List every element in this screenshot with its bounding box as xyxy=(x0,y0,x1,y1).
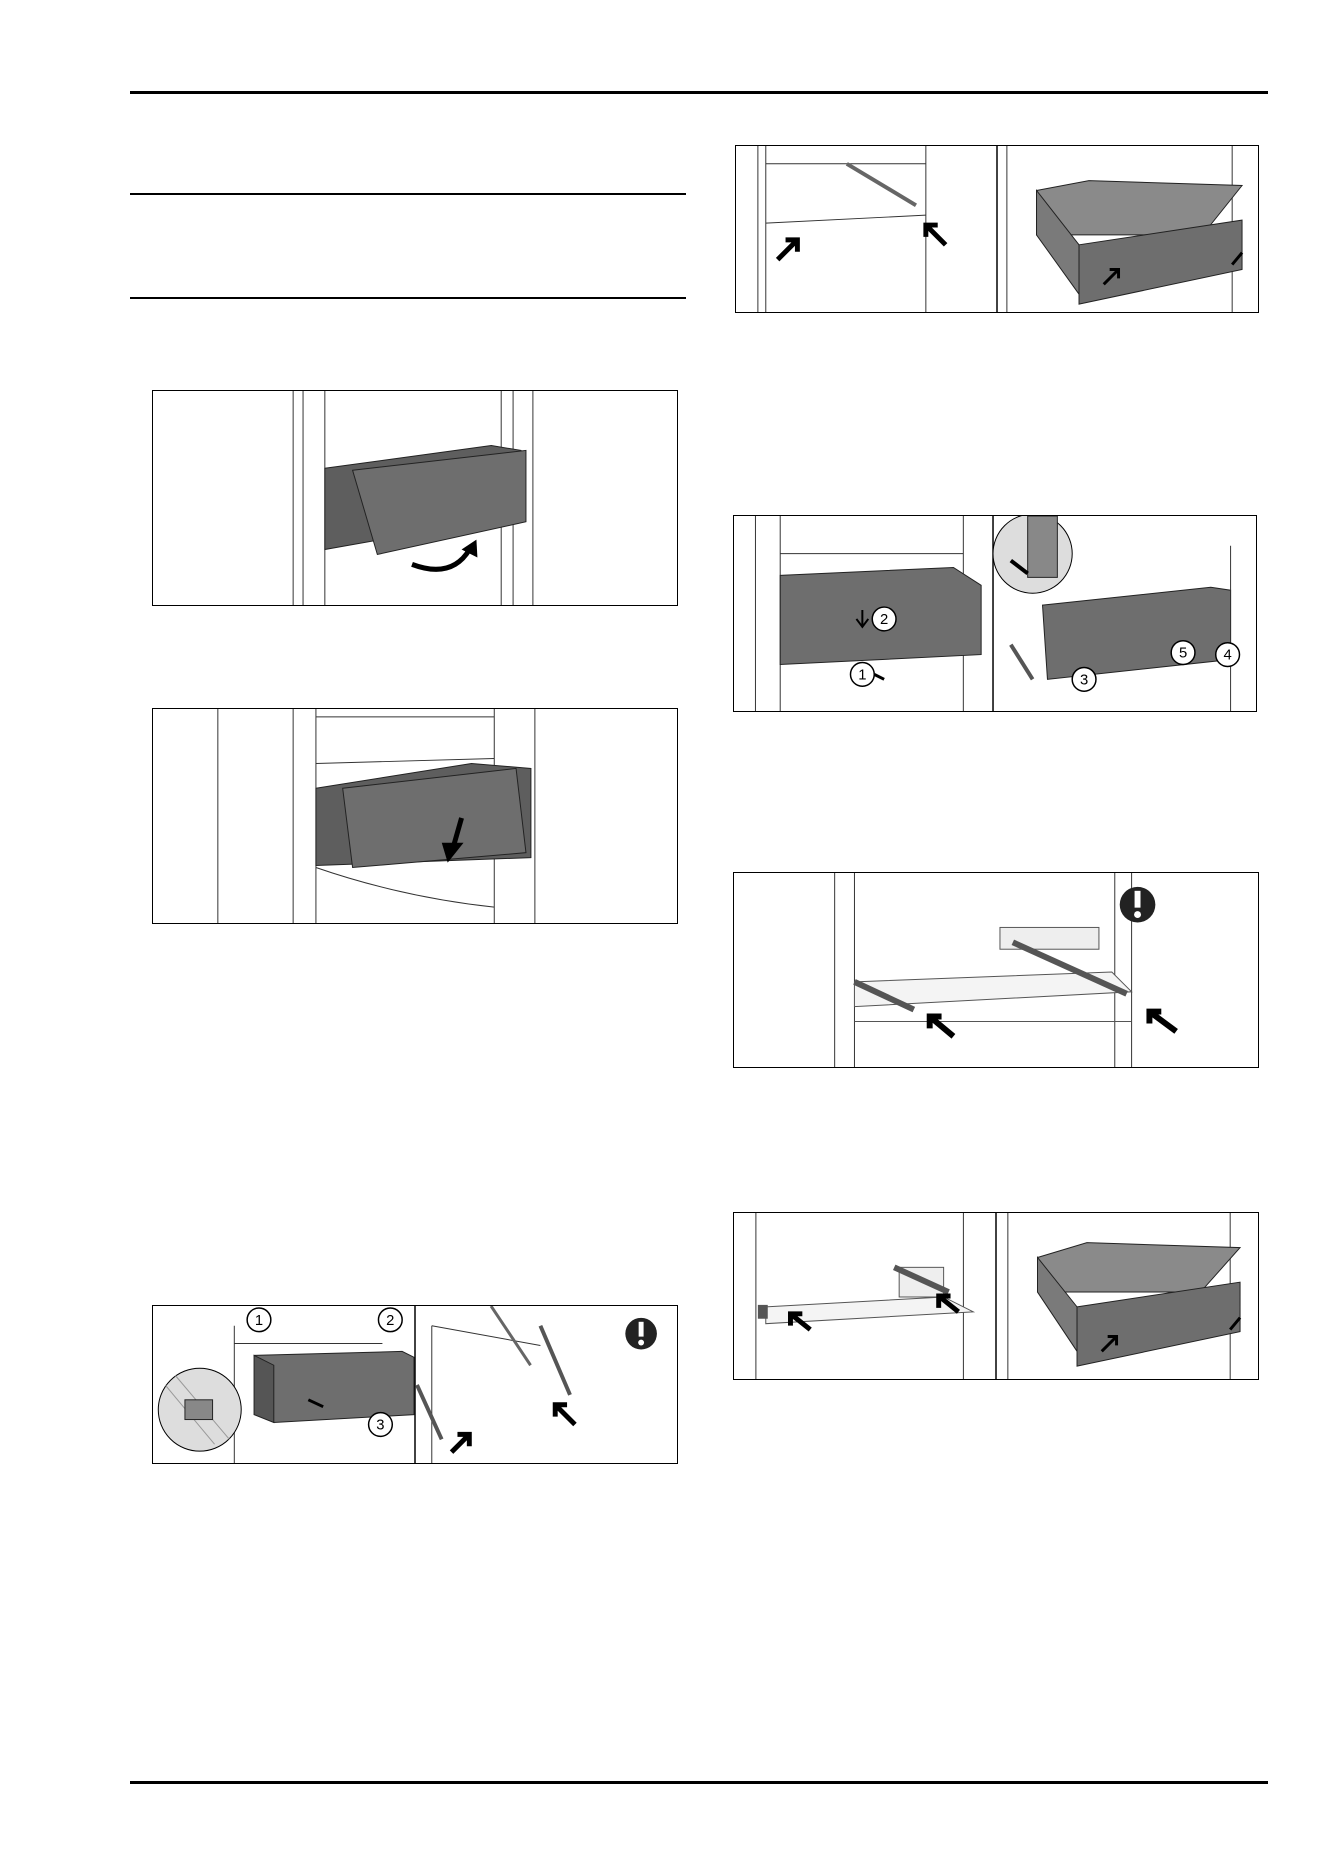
figure-drawer-steps-rails-illustration xyxy=(153,1306,677,1463)
figure-rail-drawer-final xyxy=(733,1212,1259,1380)
step-callout-1 xyxy=(247,1308,271,1332)
step-callout-4 xyxy=(1216,643,1240,667)
footer-rule xyxy=(130,1781,1268,1784)
svg-text:3: 3 xyxy=(376,1417,385,1434)
step-callout-1 xyxy=(850,662,874,686)
figure-drawer-install-steps xyxy=(733,515,1257,712)
figure-drawer-steps-rails xyxy=(152,1305,678,1464)
figure-rail-insert-warning-illustration xyxy=(734,873,1258,1067)
step-callout-5 xyxy=(1171,641,1195,665)
section-rule-top xyxy=(130,193,686,195)
step-callout-2 xyxy=(378,1308,402,1332)
svg-text:5: 5 xyxy=(1178,645,1188,662)
figure-drawer-lift xyxy=(152,708,678,924)
figure-drawer-insert-rear-illustration xyxy=(736,146,1258,312)
section-rule-bottom xyxy=(130,297,686,299)
step-callout-3 xyxy=(369,1413,393,1437)
svg-text:3: 3 xyxy=(1079,672,1089,689)
svg-text:1: 1 xyxy=(254,1312,264,1329)
figure-rail-drawer-final-illustration xyxy=(734,1213,1258,1379)
svg-text:2: 2 xyxy=(880,611,889,628)
figure-rail-insert-warning xyxy=(733,872,1259,1068)
figure-drawer-insert-rear xyxy=(735,145,1259,313)
figure-drawer-lift-illustration xyxy=(153,709,677,923)
figure-drawer-tilt xyxy=(152,390,678,606)
svg-text:2: 2 xyxy=(386,1312,395,1329)
header-rule xyxy=(130,91,1268,94)
svg-text:1: 1 xyxy=(858,667,867,684)
step-callout-3 xyxy=(1072,667,1096,691)
exclamation-icon xyxy=(1120,887,1156,923)
figure-drawer-tilt-illustration xyxy=(153,391,677,605)
figure-drawer-install-steps-illustration xyxy=(734,516,1256,711)
svg-text:4: 4 xyxy=(1223,647,1232,664)
exclamation-icon xyxy=(625,1318,657,1350)
step-callout-2 xyxy=(872,607,896,631)
